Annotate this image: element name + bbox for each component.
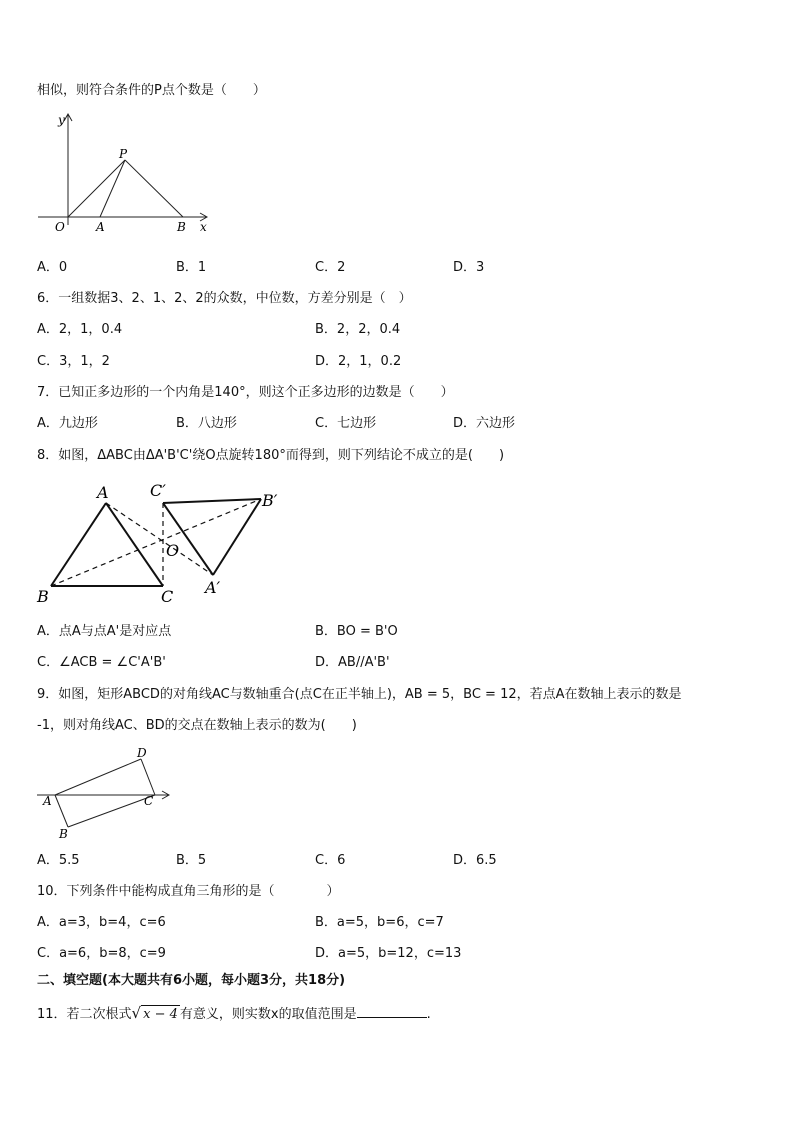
q5-label-x: x [200, 220, 207, 234]
q5-label-O: O [55, 220, 65, 234]
q11-answer-blank[interactable] [357, 1005, 427, 1018]
q5-figure [35, 110, 215, 235]
q9-label-C: C [144, 794, 154, 808]
q5-option-a[interactable]: A．0 [37, 260, 68, 275]
q9-option-d[interactable]: D．6.5 [453, 853, 497, 868]
q10-option-a[interactable]: A．a=3，b=4，c=6 [37, 915, 166, 930]
q11-end: . [426, 1007, 431, 1022]
q10-stem: 10．下列条件中能构成直角三角形的是（ ） [37, 884, 340, 899]
q8-option-d[interactable]: D．AB//A'B' [315, 655, 390, 670]
q8-stem: 8．如图，ΔABC由ΔA'B'C'绕O点旋转180°而得到，则下列结论不成立的是( ) [37, 448, 505, 463]
q6-option-c[interactable]: C．3，1，2 [37, 354, 110, 369]
q8-label-C: C [161, 587, 174, 606]
q5-option-b[interactable]: B．1 [176, 260, 207, 275]
q8-label-A1: A′ [205, 578, 221, 597]
q8-label-B: B [37, 587, 49, 606]
q11-stem [37, 1004, 431, 1024]
q5-option-d[interactable]: D．3 [453, 260, 485, 275]
q7-option-b[interactable]: B．八边形 [176, 416, 237, 431]
q9-stem-line2: -1，则对角线AC、BD的交点在数轴上表示的数为( ) [37, 718, 357, 733]
q8-label-O: O [166, 541, 180, 560]
q7-option-c[interactable]: C．七边形 [315, 416, 377, 431]
q7-stem: 7．已知正多边形的一个内角是140°，则这个正多边形的边数是（ ） [37, 385, 454, 400]
q9-option-b[interactable]: B．5 [176, 853, 207, 868]
q5-label-y: y [58, 113, 65, 127]
q9-option-c[interactable]: C．6 [315, 853, 346, 868]
q8-option-c[interactable]: C．∠ACB = ∠C'A'B' [37, 655, 166, 670]
q8-label-A: A [97, 483, 109, 502]
q11-suffix: 有意义，则实数x的取值范围是 [179, 1007, 357, 1022]
q9-label-A: A [43, 794, 52, 808]
q8-option-b[interactable]: B．BO = B'O [315, 624, 398, 639]
q7-option-a[interactable]: A．九边形 [37, 416, 98, 431]
q6-option-a[interactable]: A．2，1，0.4 [37, 322, 123, 337]
q5-stem: 相似，则符合条件的P点个数是（ ） [37, 83, 266, 98]
q8-option-a[interactable]: A．点A与点A'是对应点 [37, 624, 172, 639]
q11-prefix: 11．若二次根式 [37, 1007, 132, 1022]
q6-stem: 6．一组数据3、2、1、2、2的众数，中位数，方差分别是（ ） [37, 291, 412, 306]
q10-option-b[interactable]: B．a=5，b=6，c=7 [315, 915, 444, 930]
section2-heading: 二、填空题(本大题共有6小题，每小题3分，共18分) [37, 973, 346, 988]
q5-label-A: A [96, 220, 105, 234]
q9-figure [33, 744, 183, 844]
q8-label-C1: C′ [150, 481, 166, 500]
q9-label-D: D [137, 746, 147, 760]
q9-label-B: B [59, 827, 68, 841]
q9-option-a[interactable]: A．5.5 [37, 853, 80, 868]
q6-option-b[interactable]: B．2，2，0.4 [315, 322, 401, 337]
q5-option-c[interactable]: C．2 [315, 260, 346, 275]
q10-option-d[interactable]: D．a=5，b=12，c=13 [315, 946, 462, 961]
q9-stem-line1: 9．如图，矩形ABCD的对角线AC与数轴重合(点C在正半轴上)，AB = 5，BC = 12，若点A在数轴上表示的数是 [37, 687, 682, 702]
q11-radicand: x − 4 [143, 1007, 178, 1022]
q5-label-P: P [119, 147, 128, 161]
q8-figure [33, 478, 293, 608]
radical-icon: √ [131, 1004, 142, 1022]
q5-label-B: B [177, 220, 186, 234]
q7-option-d[interactable]: D．六边形 [453, 416, 516, 431]
q10-option-c[interactable]: C．a=6，b=8，c=9 [37, 946, 166, 961]
q6-option-d[interactable]: D．2，1，0.2 [315, 354, 402, 369]
q8-label-B1: B′ [262, 491, 278, 510]
